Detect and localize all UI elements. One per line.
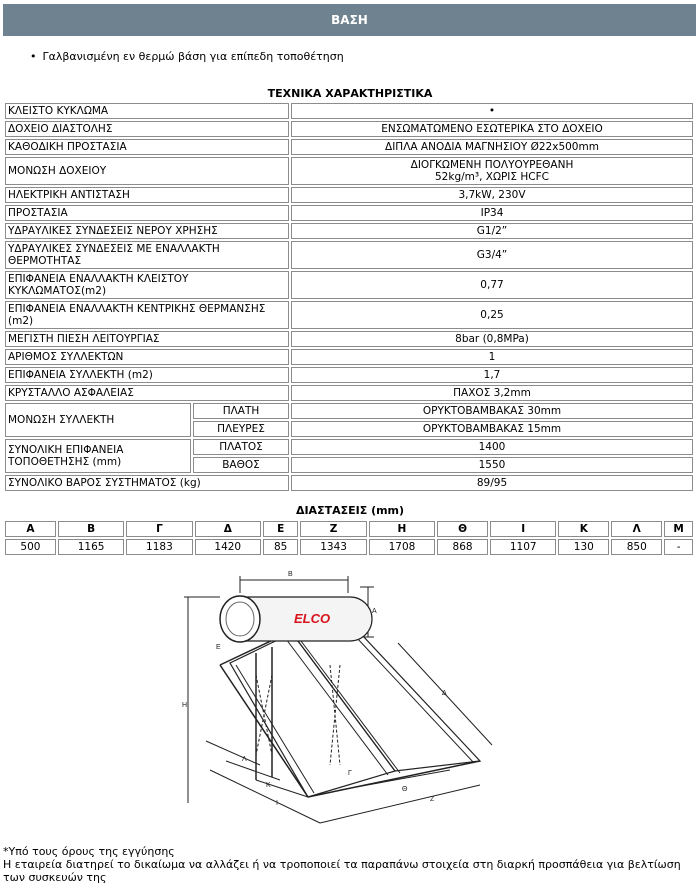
dim-line-l [206,741,260,765]
brand-logo: ELCO [294,611,331,626]
spec-value-line: 52kg/m³, ΧΩΡΙΣ HCFC [435,171,549,183]
spec-value: 1 [291,349,693,365]
dim-value: 1420 [195,539,261,555]
spec-label-line: (m2) [8,315,34,327]
spec-sublabel: ΠΛΑΤΟΣ [193,439,289,455]
dim-value: 1708 [369,539,435,555]
spec-value: ΔΙΠΛΑ ΑΝΟΔΙΑ ΜΑΓΝΗΣΙΟΥ Ø22x500mm [291,139,693,155]
spec-label [5,241,289,269]
spec-label-line: ΕΠΙΦΑΝΕΙΑ ΕΝΑΛΛΑΚΤΗ ΚΕΝΤΡΙΚΗΣ ΘΕΡΜΑΝΣΗΣ [8,303,266,315]
table-row [5,157,693,185]
dim-header: Θ [437,521,488,537]
table-row [5,403,693,419]
table-row [5,205,693,221]
spec-value: 1,7 [291,367,693,383]
dim-value: 1165 [58,539,124,555]
dims-table [3,519,695,557]
dim-line-i [210,770,320,823]
spec-sublabel: ΒΑΘΟΣ [193,457,289,473]
dims-header-row [5,521,693,537]
spec-label-line: ΤΟΠΟΘΕΤΗΣΗΣ (mm) [8,456,122,468]
dim-label-z: Z [430,796,435,803]
spec-value: ΠΑΧΟΣ 3,2mm [291,385,693,401]
spec-value: 3,7kW, 230V [291,187,693,203]
spec-label [5,439,191,473]
dim-header: Ε [263,521,299,537]
dim-label-d: Δ [442,690,447,697]
spec-value: 0,25 [291,301,693,329]
table-row [5,439,693,455]
spec-label-line: ΣΥΝΟΛΙΚΗ ΕΠΙΦΑΝΕΙΑ [8,444,124,456]
spec-label: ΕΠΙΦΑΝΕΙΑ ΣΥΛΛΕΚΤΗ (m2) [5,367,289,383]
spec-value: 89/95 [291,475,693,491]
table-row [5,349,693,365]
spec-label: ΚΑΘΟΔΙΚΗ ΠΡΟΣΤΑΣΙΑ [5,139,289,155]
spec-value: ΕΝΣΩΜΑΤΩΜΕΝΟ ΕΣΩΤΕΡΙΚΑ ΣΤΟ ΔΟΧΕΙΟ [291,121,693,137]
table-row [5,103,693,119]
spec-value: G1/2” [291,223,693,239]
spec-label: ΔΟΧΕΙΟ ΔΙΑΣΤΟΛΗΣ [5,121,289,137]
spec-value: G3/4” [291,241,693,269]
table-row [5,385,693,401]
spec-value: 8bar (0,8MPa) [291,331,693,347]
spec-label-line: ΘΕΡΜΟΤΗΤΑΣ [8,255,82,267]
spec-label: ΑΡΙΘΜΟΣ ΣΥΛΛΕΚΤΩΝ [5,349,289,365]
dim-label-g: Γ [348,770,352,777]
dim-header: Μ [664,521,693,537]
dim-label-h: H [182,702,188,709]
dim-label-k: K [266,782,271,789]
spec-label: ΚΛΕΙΣΤΟ ΚΥΚΛΩΜΑ [5,103,289,119]
specs-title: ΤΕΧΝΙΚΑ ΧΑΡΑΚΤΗΡΙΣΤΙΚΑ [267,87,433,100]
dim-value: 1107 [490,539,556,555]
spec-value: ΟΡΥΚΤΟΒΑΜΒΑΚΑΣ 30mm [291,403,693,419]
dim-label-l: Λ [242,756,247,763]
spec-value: 1550 [291,457,693,473]
table-row [5,367,693,383]
spec-value [291,157,693,185]
dim-label-th: Θ [402,786,408,793]
section-title: ΒΑΣΗ [331,13,368,27]
dim-header: Η [369,521,435,537]
dim-value: 1183 [126,539,192,555]
spec-label-line: ΕΠΙΦΑΝΕΙΑ ΕΝΑΛΛΑΚΤΗ ΚΛΕΙΣΤΟΥ [8,273,189,285]
dim-label-a: A [372,608,377,615]
dim-header: Δ [195,521,261,537]
spec-value: IP34 [291,205,693,221]
spec-label: ΜΟΝΩΣΗ ΔΟΧΕΙΟΥ [5,157,289,185]
spec-label: ΜΕΓΙΣΤΗ ΠΙΕΣΗ ΛΕΙΤΟΥΡΓΙΑΣ [5,331,289,347]
spec-label: ΥΔΡΑΥΛΙΚΕΣ ΣΥΝΔΕΣΕΙΣ ΝΕΡΟΥ ΧΡΗΣΗΣ [5,223,289,239]
dim-value: - [664,539,693,555]
panel-line [356,637,474,763]
table-row [5,271,693,299]
warranty-note: *Υπό τους όρους της εγγύησης [3,845,175,858]
table-row [5,475,693,491]
dim-header: Λ [611,521,662,537]
spec-value-line: ΔΙΟΓΚΩΜΕΝΗ ΠΟΛΥΟΥΡΕΘΑΝΗ [410,159,574,171]
spec-label: ΗΛΕΚΤΡΙΚΗ ΑΝΤΙΣΤΑΣΗ [5,187,289,203]
section-header [3,4,696,36]
dim-label-b: B [288,571,293,578]
footnote [3,845,697,884]
dim-header: Κ [558,521,609,537]
specs-table [3,101,695,493]
panel-line [286,639,388,775]
dim-header: Ζ [300,521,366,537]
table-row [5,301,693,329]
dim-value: 130 [558,539,609,555]
dim-value: 868 [437,539,488,555]
dims-value-row [5,539,693,555]
base-description: • Γαλβανισμένη εν θερμώ βάση για επίπεδη τοποθέτηση [30,50,344,63]
dim-value: 850 [611,539,662,555]
dim-header: Ι [490,521,556,537]
collector-panel-left [230,633,395,797]
table-row [5,187,693,203]
dim-label-i: I [276,800,278,807]
dim-label-e: E [216,644,221,651]
table-row [5,139,693,155]
table-row [5,223,693,239]
table-row [5,121,693,137]
table-row [5,241,693,269]
dim-header: Γ [126,521,192,537]
spec-value: 0,77 [291,271,693,299]
table-row [5,331,693,347]
spec-value: 1400 [291,439,693,455]
dim-header: Β [58,521,124,537]
spec-label-line: ΚΥΚΛΩΜΑΤΟΣ(m2) [8,285,107,297]
spec-sublabel: ΠΛΑΤΗ [193,403,289,419]
dim-value: 85 [263,539,299,555]
dim-header: Α [5,521,56,537]
spec-label [5,301,289,329]
dim-line-z [320,785,480,823]
panel-line [298,637,400,773]
spec-label: ΣΥΝΟΛΙΚΟ ΒΑΡΟΣ ΣΥΣΤΗΜΑΤΟΣ (kg) [5,475,289,491]
spec-label [5,271,289,299]
spec-sublabel: ΠΛΕΥΡΕΣ [193,421,289,437]
spec-label: ΚΡΥΣΤΑΛΛΟ ΑΣΦΑΛΕΙΑΣ [5,385,289,401]
dim-value: 500 [5,539,56,555]
spec-label-line: ΥΔΡΑΥΛΙΚΕΣ ΣΥΝΔΕΣΕΙΣ ΜΕ ΕΝΑΛΛΑΚΤΗ [8,243,220,255]
dims-title: ΔΙΑΣΤΑΣΕΙΣ (mm) [295,504,405,517]
solar-heater-diagram [180,565,520,830]
spec-label: ΠΡΟΣΤΑΣΙΑ [5,205,289,221]
dim-value: 1343 [300,539,366,555]
frame-left-rail [220,665,308,797]
spec-value: • [291,103,693,119]
panel-line [236,665,314,793]
disclaimer-note: Η εταιρεία διατηρεί το δικαίωμα να αλλάζει ή να τροποποιεί τα παραπάνω στοιχεία στη διαρκή προσπάθεια για βελτίωση των συσκευών της [3,858,681,884]
spec-value: ΟΡΥΚΤΟΒΑΜΒΑΚΑΣ 15mm [291,421,693,437]
spec-label: ΜΟΝΩΣΗ ΣΥΛΛΕΚΤΗ [5,403,191,437]
